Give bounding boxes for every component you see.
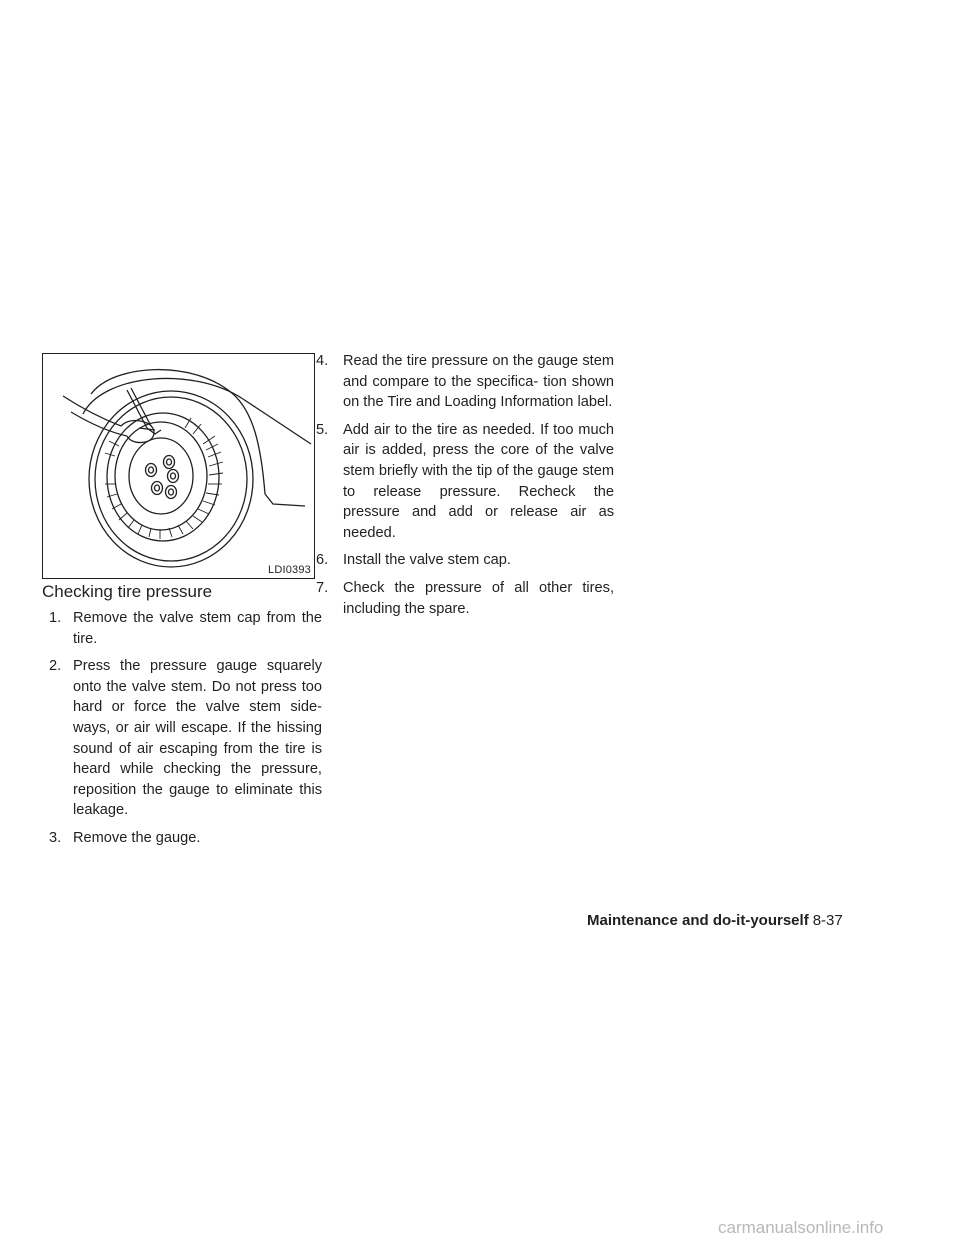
section-heading: Checking tire pressure (42, 582, 213, 601)
step-number: 3. (49, 829, 62, 846)
step-number: 7. (316, 579, 329, 596)
tire-pressure-figure (42, 353, 315, 579)
step-item (316, 351, 614, 413)
step-text: Remove the gauge. (73, 829, 201, 846)
step-text: Install the valve stem cap. (343, 552, 511, 569)
step-text: Remove the valve stem cap from the tire. (73, 610, 322, 647)
step-item (46, 656, 322, 821)
step-number: 4. (316, 353, 329, 369)
step-item (46, 828, 322, 849)
step-text: Check the pressure of all other tires, including the spare. (343, 579, 614, 617)
step-text: Add air to the tire as needed. If too much air is added, press the core of the valve stem briefly with the tip of the gauge stem to release pressure. Recheck the pressure and add or release air as needed. (343, 421, 614, 541)
step-item (316, 420, 614, 544)
step-text: Read the tire pressure on the gauge stem and compare to the specifica- tion shown on the Tire and Loading Information label. (343, 353, 614, 411)
step-number: 1. (49, 610, 62, 626)
step-number: 6. (316, 552, 329, 569)
page-footer (587, 912, 843, 929)
step-text: Press the pressure gauge squarely onto the valve stem. Do not press too hard or force the valve stem side- ways, or air will escape. If the hissing sound of air escaping from the tire is heard while checking the pressure, reposition the gauge to eliminate this leakage. (73, 658, 322, 819)
tire-gauge-illustration-icon (43, 354, 315, 579)
step-item (316, 578, 614, 619)
step-item (46, 608, 322, 649)
figure-code: LDI0393 (268, 564, 311, 576)
page-number: 8-37 (812, 912, 843, 929)
step-number: 2. (49, 658, 62, 675)
steps-right-column (316, 351, 614, 626)
steps-left-column (46, 608, 322, 856)
watermark: carmanualsonline.info (718, 1218, 884, 1237)
step-item (316, 550, 614, 571)
step-number: 5. (316, 421, 329, 438)
footer-section-title: Maintenance and do-it-yourself (587, 912, 809, 929)
